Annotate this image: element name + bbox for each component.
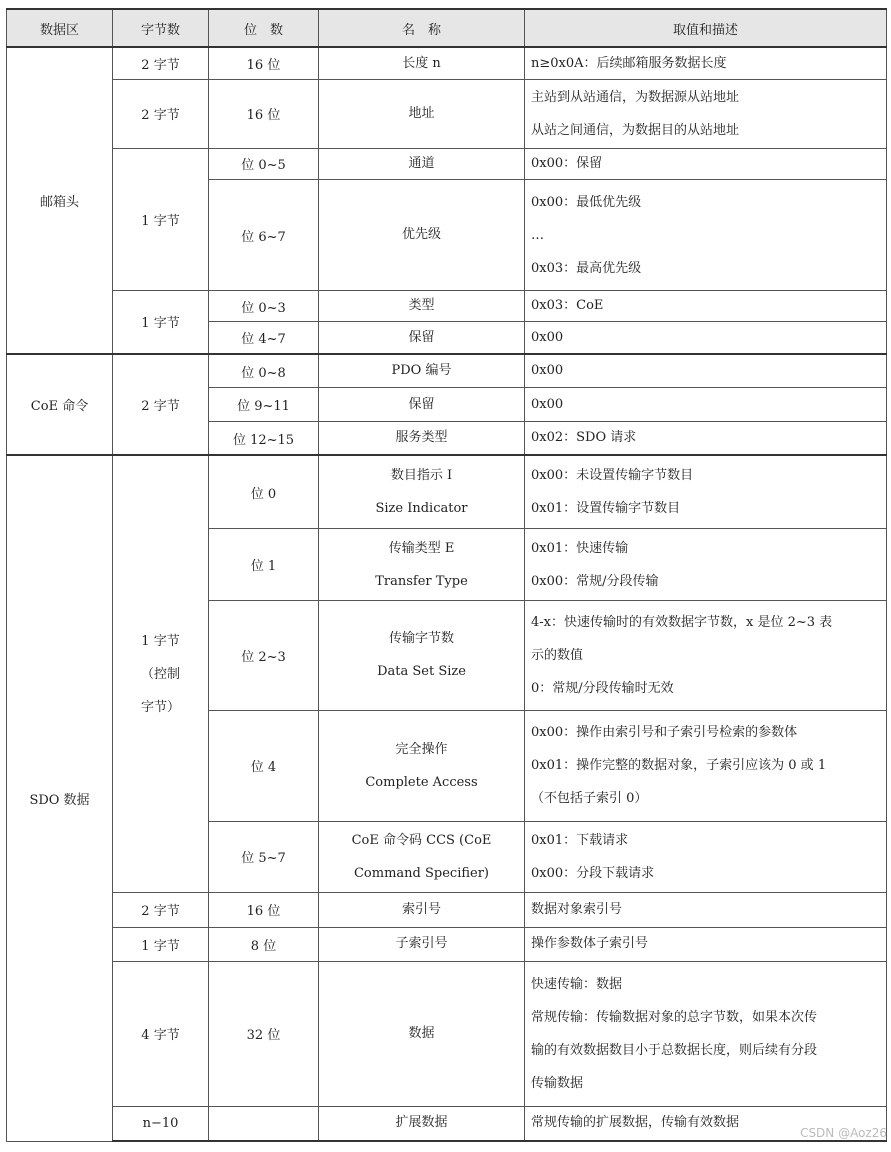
cell-bits: 位 0~8 — [209, 354, 319, 388]
cell-name — [319, 290, 525, 322]
area-sdo-data: SDO 数据 — [7, 455, 113, 1141]
cell-line: 传输字节数 — [388, 631, 454, 647]
cell-line: 保留 — [408, 329, 435, 345]
cell-name — [319, 148, 525, 180]
table-row — [7, 80, 887, 148]
cell-line: 保留 — [408, 396, 435, 412]
cell-name — [319, 600, 525, 710]
cell-bits: 16 位 — [209, 80, 319, 148]
cell-description — [525, 290, 887, 322]
cell-line: 地址 — [408, 105, 435, 121]
cell-line: 子索引号 — [395, 936, 448, 952]
cell-line: 0x00：保留 — [531, 155, 603, 171]
cell-bits: 位 4~7 — [209, 322, 319, 354]
cell-line: Command Specifier) — [353, 865, 489, 881]
cell-line: 传输数据 — [531, 1075, 584, 1091]
cell-line: 传输类型 E — [388, 540, 455, 556]
table-row — [7, 893, 887, 928]
cell-line: 长度 n — [402, 55, 441, 71]
cell-description — [525, 600, 887, 710]
cell-bits: 位 12~15 — [209, 421, 319, 455]
cell-line: 0x00：分段下载请求 — [531, 865, 655, 881]
table-row — [7, 927, 887, 961]
cell-line: 通道 — [408, 155, 435, 171]
cell-bits: 位 9~11 — [209, 388, 319, 422]
cell-line: 字节） — [140, 699, 180, 715]
cell-line: 扩展数据 — [395, 1115, 448, 1131]
cell-bytes: n−10 — [113, 1106, 209, 1141]
cell-name — [319, 711, 525, 821]
cell-line: 0x01：快速传输 — [531, 540, 629, 556]
cell-bytes: 1 字节 — [113, 148, 209, 290]
header-bits: 位 数 — [209, 9, 319, 47]
cell-line: （控制 — [140, 666, 180, 682]
cell-description — [525, 711, 887, 821]
cell-line: 1 字节 — [141, 633, 180, 649]
cell-name — [319, 455, 525, 529]
cell-line: Size Indicator — [375, 501, 468, 517]
cell-description — [525, 421, 887, 455]
cell-line: 0x03：最高优先级 — [531, 260, 642, 276]
cell-bits: 16 位 — [209, 893, 319, 928]
cell-line: 常规传输：传输数据对象的总字节数，如果本次传 — [531, 1009, 818, 1025]
cell-line: Data Set Size — [377, 664, 466, 680]
cell-line: 0x00 — [531, 396, 564, 412]
cell-line: … — [531, 227, 544, 243]
cell-description — [525, 927, 887, 961]
cell-name — [319, 322, 525, 354]
cell-line: Transfer Type — [375, 573, 468, 589]
sdo-frame-structure-table — [6, 8, 887, 1142]
cell-bits: 16 位 — [209, 47, 319, 80]
cell-line: 输的有效数据数目小于总数据长度，则后续有分段 — [531, 1042, 818, 1058]
cell-line: 主站到从站通信，为数据源从站地址 — [531, 89, 740, 105]
table-row — [7, 354, 887, 388]
cell-description — [525, 47, 887, 80]
table-row — [7, 290, 887, 322]
cell-name — [319, 354, 525, 388]
cell-description — [525, 148, 887, 180]
cell-name — [319, 180, 525, 290]
table-row — [7, 1106, 887, 1141]
cell-line: 0x01：下载请求 — [531, 832, 629, 848]
cell-bytes: 1 字节 — [113, 927, 209, 961]
cell-line: （不包括子索引 0） — [531, 791, 648, 807]
cell-line: 常规传输的扩展数据，传输有效数据 — [531, 1115, 740, 1131]
cell-line: 快速传输：数据 — [531, 976, 623, 992]
cell-bits: 位 2~3 — [209, 600, 319, 710]
cell-line: 类型 — [408, 298, 435, 314]
area-mailbox-header: 邮箱头 — [7, 47, 113, 354]
cell-bytes: 2 字节 — [113, 80, 209, 148]
cell-description — [525, 455, 887, 529]
cell-line: 从站之间通信，为数据目的从站地址 — [531, 122, 740, 138]
cell-line: 0x01：操作完整的数据对象，子索引应该为 0 或 1 — [531, 758, 827, 774]
cell-name — [319, 421, 525, 455]
cell-name — [319, 1106, 525, 1141]
cell-description — [525, 821, 887, 893]
cell-description — [525, 322, 887, 354]
cell-bits — [209, 1106, 319, 1141]
header-area: 数据区 — [7, 9, 113, 47]
cell-bytes: 2 字节 — [113, 47, 209, 80]
header-bytes: 字节数 — [113, 9, 209, 47]
table-header-row — [7, 9, 887, 47]
watermark: CSDN @Aoz26 — [800, 1126, 887, 1140]
cell-line: 服务类型 — [395, 430, 448, 446]
cell-name — [319, 80, 525, 148]
cell-line: 0x01：设置传输字节数目 — [531, 501, 681, 517]
cell-name — [319, 927, 525, 961]
cell-line: 0x00：操作由索引号和子索引号检索的参数体 — [531, 725, 798, 741]
cell-line: 0：常规/分段传输时无效 — [531, 680, 674, 696]
cell-name — [319, 529, 525, 601]
cell-line: n≥0x0A：后续邮箱服务数据长度 — [531, 55, 727, 71]
cell-line: 0x00：未设置传输字节数目 — [531, 468, 694, 484]
cell-description — [525, 529, 887, 601]
cell-bits: 位 0~3 — [209, 290, 319, 322]
table-row — [7, 148, 887, 180]
cell-line: 数据 — [408, 1025, 435, 1041]
cell-name — [319, 821, 525, 893]
cell-line: 示的数值 — [531, 647, 584, 663]
cell-line: 0x03：CoE — [531, 298, 604, 314]
cell-line: 优先级 — [401, 227, 441, 242]
table-row — [7, 455, 887, 529]
cell-name — [319, 388, 525, 422]
cell-line: 0x02：SDO 请求 — [531, 430, 637, 446]
cell-bits: 位 1 — [209, 529, 319, 601]
cell-description — [525, 388, 887, 422]
cell-bytes-control — [113, 455, 209, 892]
cell-name — [319, 893, 525, 928]
cell-line: Complete Access — [365, 774, 478, 790]
cell-bytes: 2 字节 — [113, 354, 209, 455]
cell-line: 0x00：常规/分段传输 — [531, 573, 659, 589]
cell-bits: 位 6~7 — [209, 180, 319, 290]
cell-line: 0x00 — [531, 363, 564, 379]
cell-line: CoE 命令码 CCS (CoE — [351, 832, 492, 848]
cell-description — [525, 893, 887, 928]
area-coe-command: CoE 命令 — [7, 354, 113, 455]
table-row — [7, 47, 887, 80]
cell-line: 4-x：快速传输时的有效数据字节数，x 是位 2~3 表 — [531, 614, 833, 630]
cell-bytes: 4 字节 — [113, 961, 209, 1106]
cell-bits: 位 0~5 — [209, 148, 319, 180]
cell-description — [525, 180, 887, 290]
cell-line: PDO 编号 — [391, 363, 452, 379]
cell-line: 数据对象索引号 — [531, 901, 623, 917]
cell-line: 索引号 — [401, 901, 441, 917]
header-name: 名 称 — [319, 9, 525, 47]
cell-description — [525, 354, 887, 388]
cell-line: 0x00：最低优先级 — [531, 194, 642, 210]
cell-bits: 32 位 — [209, 961, 319, 1106]
cell-bytes: 2 字节 — [113, 893, 209, 928]
cell-name — [319, 47, 525, 80]
cell-name — [319, 961, 525, 1106]
cell-line: 0x00 — [531, 329, 564, 345]
cell-line: 数目指示 I — [390, 468, 453, 484]
cell-line: 完全操作 — [395, 741, 448, 757]
cell-bytes: 1 字节 — [113, 290, 209, 354]
cell-description — [525, 961, 887, 1106]
cell-bits: 位 4 — [209, 711, 319, 821]
cell-description — [525, 80, 887, 148]
cell-bits: 位 5~7 — [209, 821, 319, 893]
cell-bits: 8 位 — [209, 927, 319, 961]
header-description: 取值和描述 — [525, 9, 887, 47]
cell-bits: 位 0 — [209, 455, 319, 529]
cell-line: 操作参数体子索引号 — [531, 936, 649, 952]
table-row — [7, 961, 887, 1106]
